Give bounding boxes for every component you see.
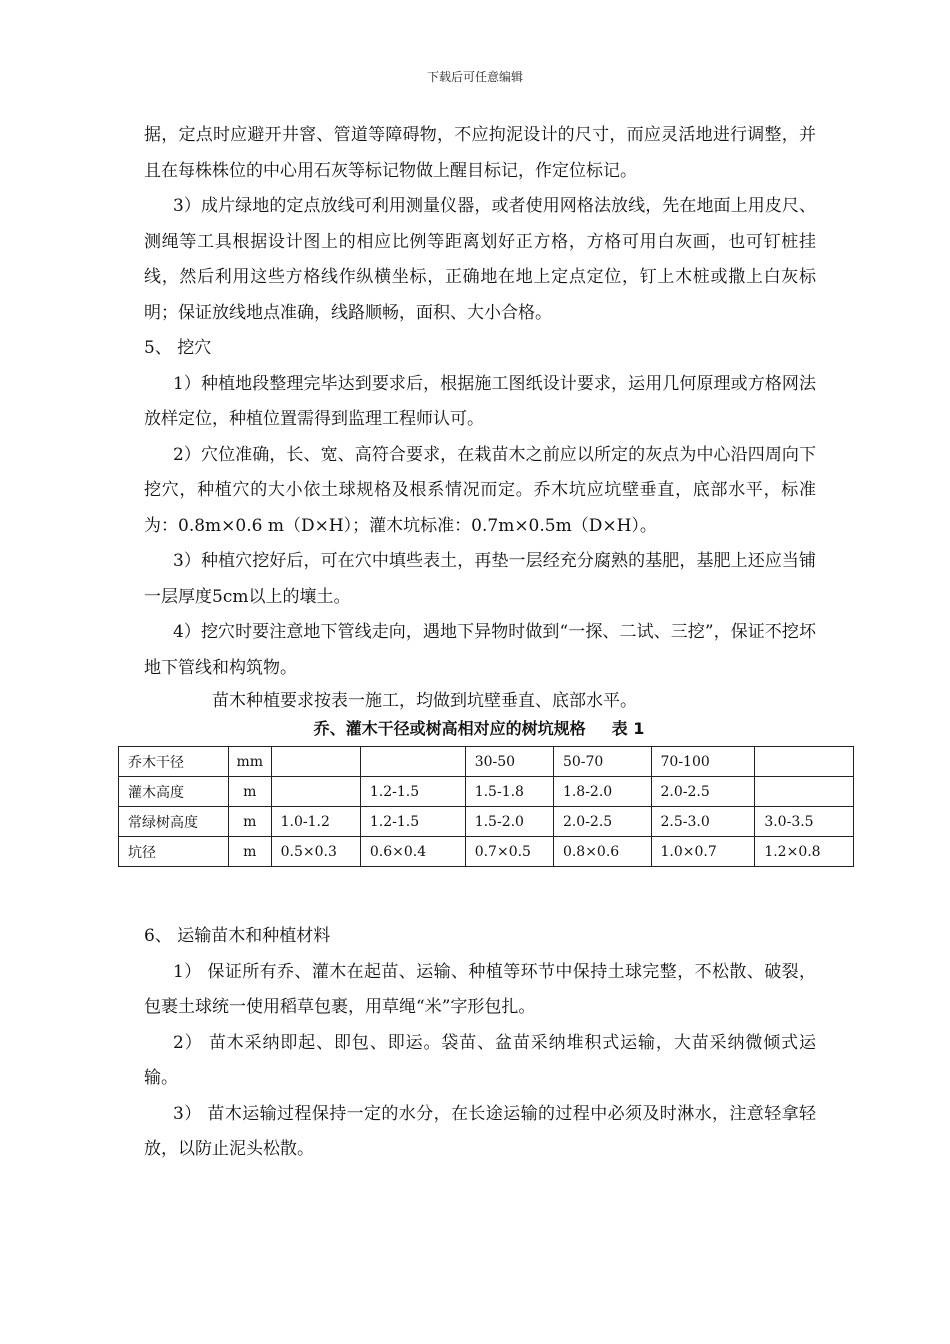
section-6-heading: 6、 运输苗木和种植材料 (144, 926, 331, 946)
table-cell: 1.2-1.5 (360, 807, 465, 837)
section-5-item-3: 3）种植穴挖好后，可在穴中填些表土，再垫一层经充分腐熟的基肥，基肥上还应当铺一层厚度5cm以上的壤土。 (144, 551, 816, 607)
table-cell: 70-100 (651, 747, 755, 777)
section-5-item-1: 1）种植地段整理完毕达到要求后，根据施工图纸设计要求，运用几何原理或方格网法放样定位，种植位置需得到监理工程师认可。 (144, 373, 816, 429)
tree-pit-spec-table (118, 746, 854, 867)
table-cell (755, 747, 854, 777)
table-row (119, 747, 854, 777)
table-row-label: 坑径 (119, 837, 229, 867)
table-cell: 1.2-1.5 (360, 777, 465, 807)
table-cell: m (229, 777, 272, 807)
table-intro: 苗木种植要求按表一施工，均做到坑壁垂直、底部水平。 (212, 691, 637, 711)
table-cell: 1.0-1.2 (271, 807, 360, 837)
table-cell: 2.5-3.0 (651, 807, 755, 837)
paragraph-item-3: 3）成片绿地的定点放线可利用测量仪器，或者使用网格法放线，先在地面上用皮尺、测绳等工具根据设计图上的相应比例等距离划好正方格，方格可用白灰画，也可钉桩挂线，然后利用这些方格线作纵横坐标，正确地在地上定点定位，钉上木桩或撒上白灰标明；保证放线地点准确，线路顺畅，面积、大小合格。 (144, 196, 816, 323)
table-cell: 2.0-2.5 (553, 807, 651, 837)
table-row (119, 777, 854, 807)
paragraph-continued: 据，定点时应避开井窨、管道等障碍物，不应拘泥设计的尺寸，而应灵活地进行调整，并且在每株株位的中心用石灰等标记物做上醒目标记，作定位标记。 (144, 125, 816, 181)
table-cell: 2.0-2.5 (651, 777, 755, 807)
table-title (124, 716, 834, 742)
table-cell: m (229, 837, 272, 867)
section-5-item-4: 4）挖穴时要注意地下管线走向，遇地下异物时做到“一探、二试、三挖”，保证不挖坏地下管线和构筑物。 (144, 622, 816, 678)
table-cell: 1.5-1.8 (465, 777, 553, 807)
table-cell: 30-50 (465, 747, 553, 777)
table-cell (271, 777, 360, 807)
table-number: 表 1 (611, 719, 645, 738)
section-5-heading: 5、 挖穴 (144, 338, 212, 358)
table-row (119, 837, 854, 867)
table-cell: mm (229, 747, 272, 777)
table-cell: 0.7×0.5 (465, 837, 553, 867)
section-5-item-2: 2）穴位准确，长、宽、高符合要求，在栽苗木之前应以所定的灰点为中心沿四周向下挖穴，种植穴的大小依土球规格及根系情况而定。乔木坑应坑壁垂直，底部水平，标准为：0.8m×0.6 m（D×H）；灌木坑标准：0.7m×0.5m（D×H）。 (144, 444, 816, 536)
document-body (128, 118, 821, 1168)
section-6-item-2: 2） 苗木采纳即起、即包、即运。袋苗、盆苗采纳堆积式运输，大苗采纳微倾式运输。 (144, 1032, 816, 1088)
table-cell: 0.5×0.3 (271, 837, 360, 867)
table-row (119, 807, 854, 837)
table-row-label: 乔木干径 (119, 747, 229, 777)
table-row-label: 常绿树高度 (119, 807, 229, 837)
section-6-item-3: 3） 苗木运输过程保持一定的水分，在长途运输的过程中必须及时淋水，注意轻拿轻放，以防止泥头松散。 (144, 1103, 816, 1159)
table-cell: 3.0-3.5 (755, 807, 854, 837)
table-cell: 1.2×0.8 (755, 837, 854, 867)
table-cell: 0.8×0.6 (553, 837, 651, 867)
table-cell: 50-70 (553, 747, 651, 777)
table-cell: 1.8-2.0 (553, 777, 651, 807)
table-cell (755, 777, 854, 807)
table-cell: 1.0×0.7 (651, 837, 755, 867)
table-title-text: 乔、灌木干径或树高相对应的树坑规格 (313, 719, 586, 738)
page-header: 下载后可任意编辑 (426, 70, 523, 84)
table-cell (360, 747, 465, 777)
table-cell: 0.6×0.4 (360, 837, 465, 867)
table-cell: 1.5-2.0 (465, 807, 553, 837)
table-row-label: 灌木高度 (119, 777, 229, 807)
table-cell: m (229, 807, 272, 837)
section-6-item-1: 1） 保证所有乔、灌木在起苗、运输、种植等环节中保持土球完整，不松散、破裂，包裹土球统一使用稻草包裹，用草绳“米”字形包扎。 (144, 961, 816, 1017)
table-cell (271, 747, 360, 777)
